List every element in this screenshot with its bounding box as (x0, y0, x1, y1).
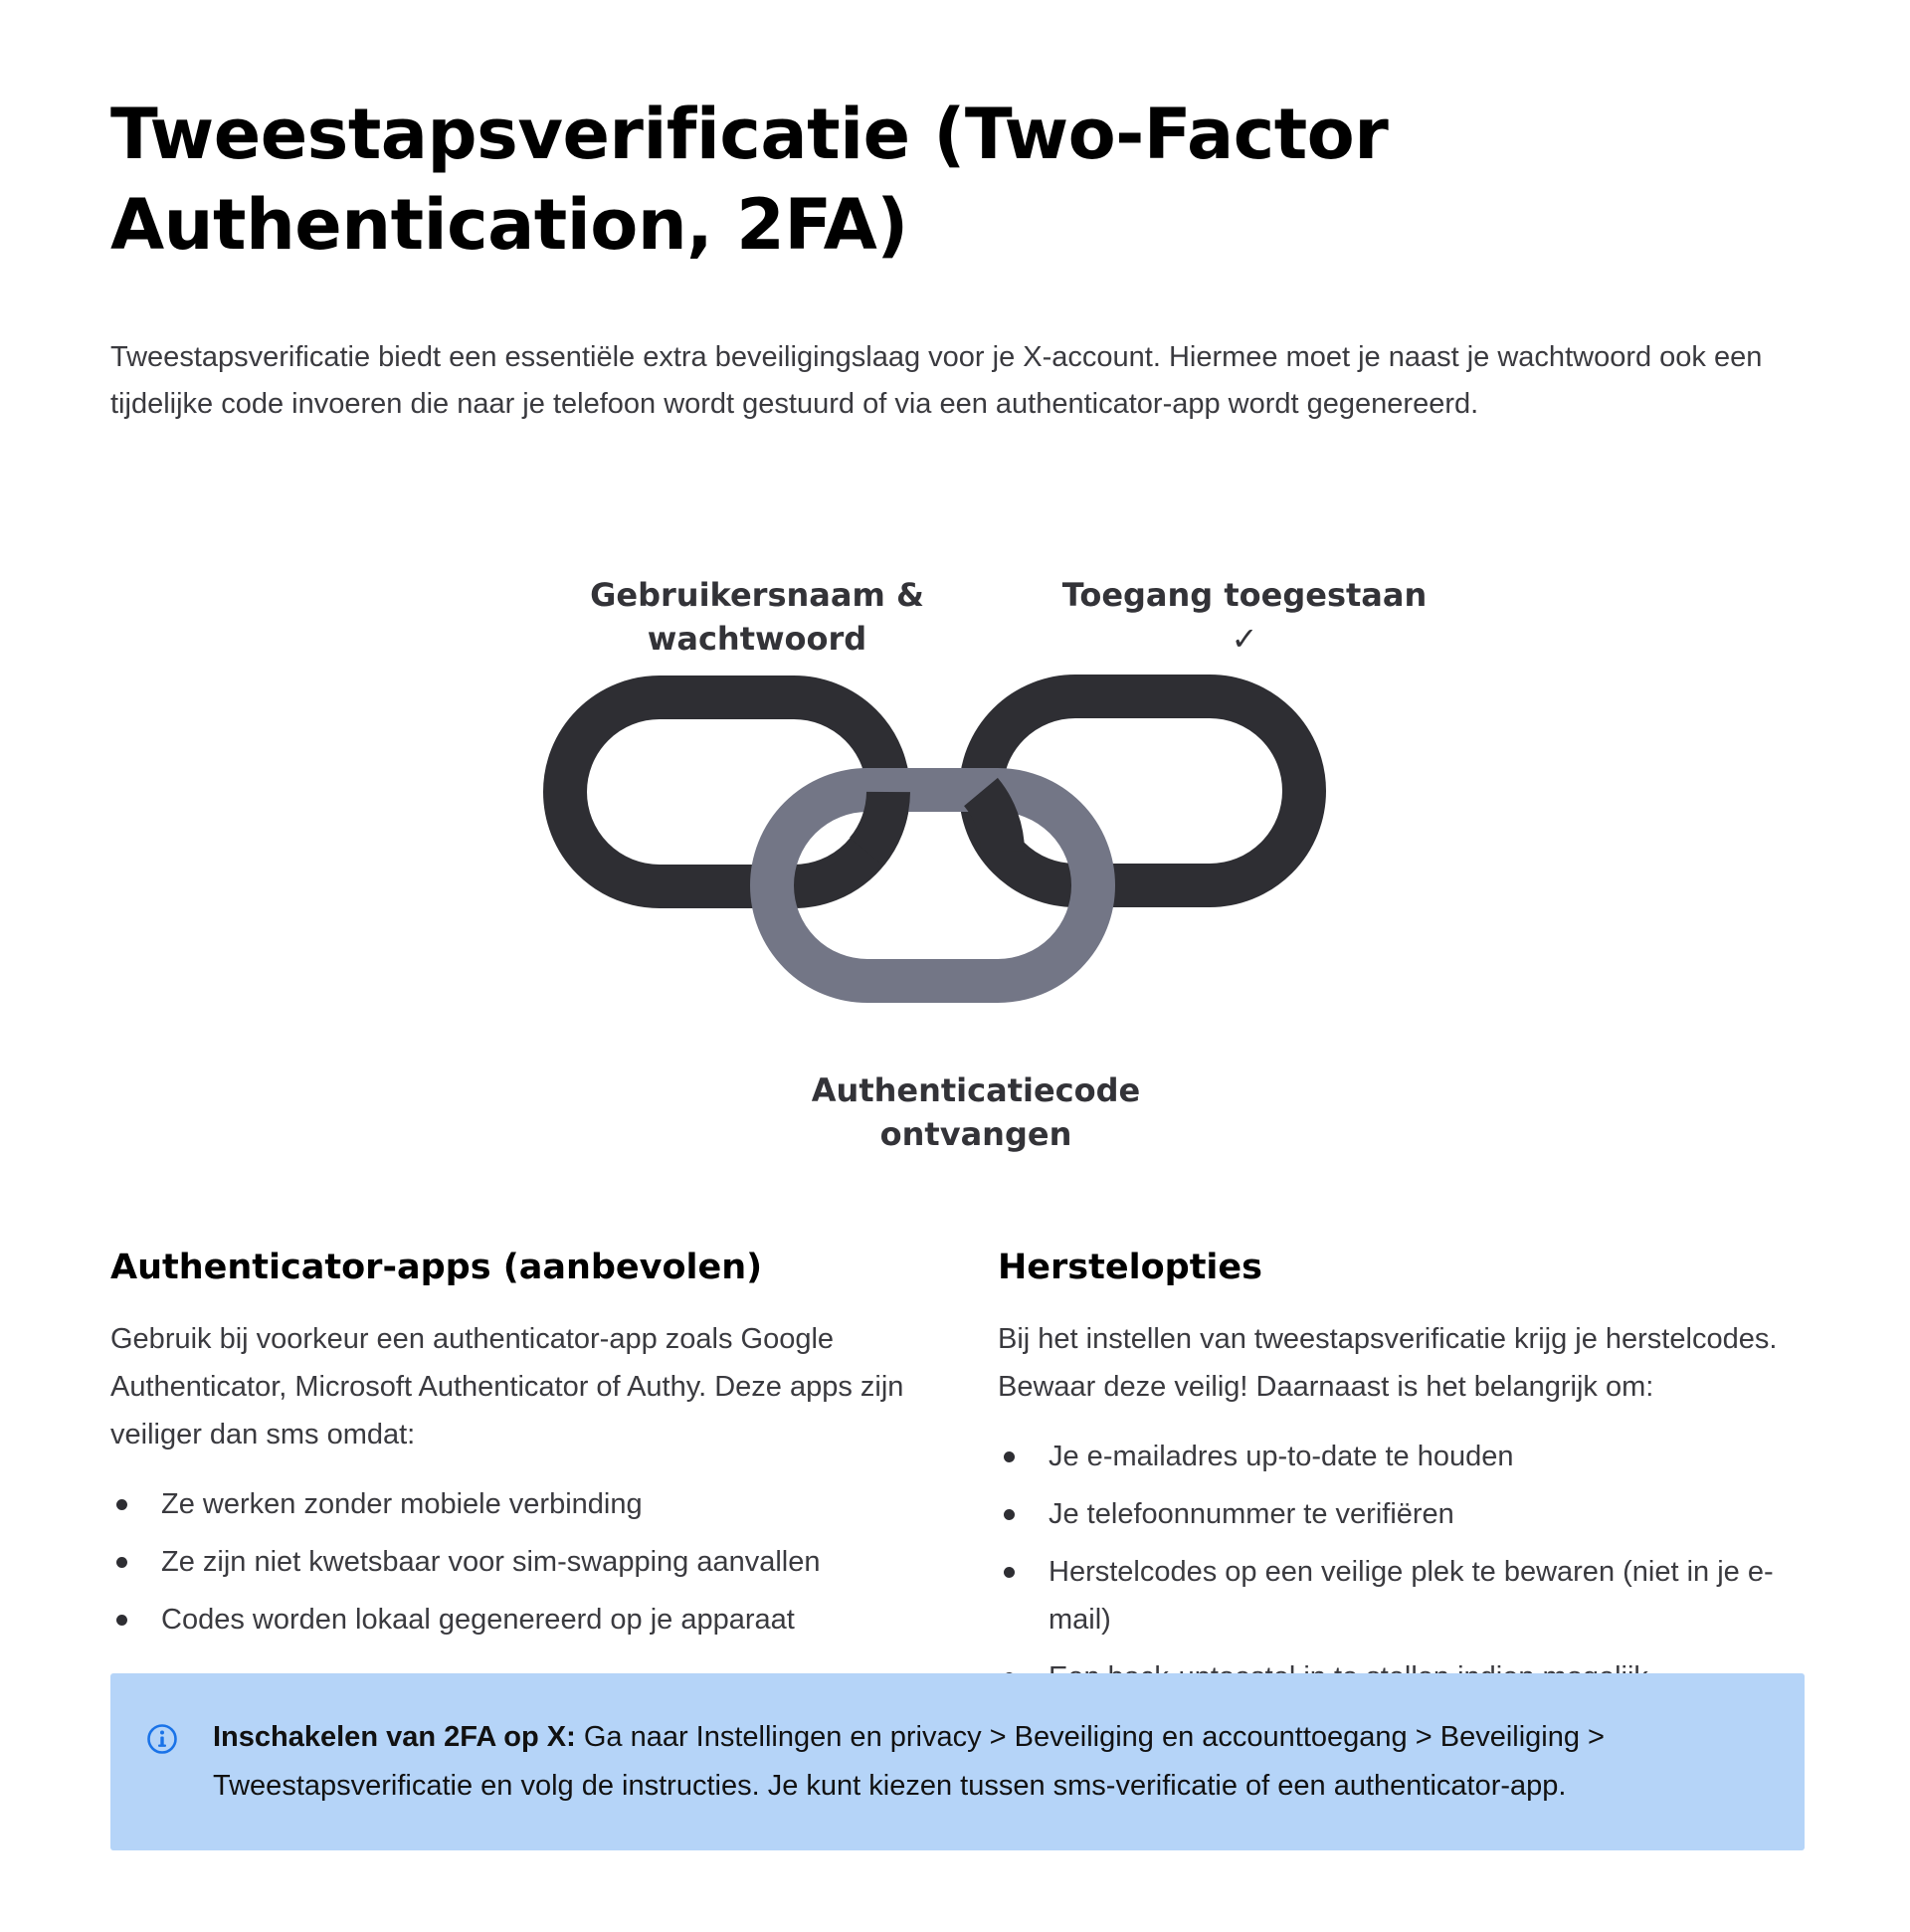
section-recovery-options (998, 1244, 1805, 1711)
list-item: Codes worden lokaal gegenereerd op je apparaat (110, 1596, 906, 1643)
section-heading: Authenticator-apps (aanbevolen) (110, 1248, 763, 1287)
bullet-icon (116, 1615, 127, 1626)
info-callout (110, 1673, 1805, 1850)
bullet-icon (116, 1499, 127, 1510)
list-item: Je e-mailadres up-to-date te houden (998, 1433, 1805, 1480)
callout-bold-label: Inschakelen van 2FA op X: (213, 1721, 576, 1753)
page-content (110, 90, 1805, 1802)
bullet-icon (116, 1557, 127, 1568)
chain-overlap-left (866, 792, 888, 852)
diagram-label-auth-code: Authenticatiecode ontvangen (811, 1071, 1141, 1153)
bullet-icon (1004, 1567, 1015, 1578)
diagram-label-credentials: Gebruikersnaam & wachtwoord (590, 576, 924, 658)
bullet-list (998, 1433, 1805, 1701)
diagram-label-access-granted: Toegang toegestaan ✓ (1061, 576, 1428, 658)
bullet-icon (1004, 1509, 1015, 1520)
info-icon (146, 1723, 178, 1755)
list-item: Ze werken zonder mobiele verbinding (110, 1480, 906, 1528)
chain-overlap-right (981, 792, 1003, 852)
page-title: Tweestapsverificatie (Two-Factor Authentication, 2FA) (110, 94, 1389, 266)
bullet-icon (1004, 1451, 1015, 1462)
bullet-list (110, 1480, 906, 1643)
section-paragraph: Gebruik bij voorkeur een authenticator-app zoals Google Authenticator, Microsoft Authenticator of Authy. Deze apps zijn veiliger dan sms omdat: (110, 1323, 904, 1450)
section-paragraph: Bij het instellen van tweestapsverificatie krijg je herstelcodes. Bewaar deze veilig! Daarnaast is het belangrijk om: (998, 1323, 1778, 1403)
list-item: Ze zijn niet kwetsbaar voor sim-swapping aanvallen (110, 1538, 906, 1586)
chain-diagram (110, 478, 1805, 1154)
list-item: Herstelcodes op een veilige plek te bewaren (niet in je e-mail) (998, 1548, 1805, 1643)
callout-text: Ga naar Instellingen en privacy > Beveiliging en accounttoegang > Beveiliging > Tweestapsverificatie en volg de instructies. Je kunt kiezen tussen sms-verificatie of een authenticator-app. (213, 1721, 1605, 1802)
section-heading: Herstelopties (998, 1248, 1262, 1287)
section-authenticator-apps (110, 1244, 906, 1653)
intro-paragraph: Tweestapsverificatie biedt een essentiële extra beveiligingslaag voor je X-account. Hiermee moet je naast je wachtwoord ook een tijdelijke code invoeren die naar je telefoon wordt gestuurd of via een authenticator-app wordt gegenereerd. (110, 341, 1763, 420)
callout-message (213, 1713, 1765, 1811)
list-item: Je telefoonnummer te verifiëren (998, 1490, 1805, 1538)
